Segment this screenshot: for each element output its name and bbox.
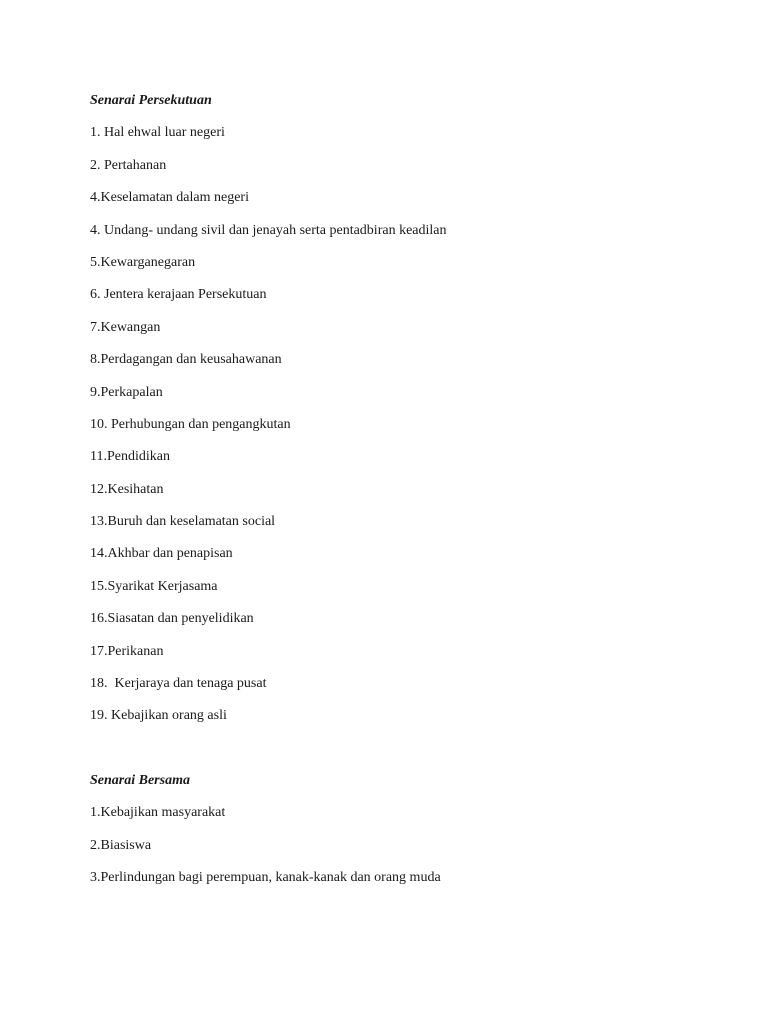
list-item: 19. Kebajikan orang asli <box>90 708 227 724</box>
section-heading: Senarai Persekutuan <box>90 93 212 108</box>
list-item: 15.Syarikat Kerjasama <box>90 578 218 594</box>
section-senarai-persekutuan <box>90 90 730 738</box>
list-item: 10. Perhubungan dan pengangkutan <box>90 416 291 432</box>
concurrent-list <box>90 802 730 889</box>
list-item: 4.Keselamatan dalam negeri <box>90 190 249 206</box>
list-item: 14.Akhbar dan penapisan <box>90 546 233 562</box>
list-item: 11.Pendidikan <box>90 449 170 465</box>
list-item: 18. Kerjaraya dan tenaga pusat <box>90 676 267 692</box>
list-item: 6. Jentera kerajaan Persekutuan <box>90 287 267 303</box>
list-item: 16.Siasatan dan penyelidikan <box>90 611 254 627</box>
list-item: 2.Biasiswa <box>90 837 152 853</box>
list-item: 13.Buruh dan keselamatan social <box>90 514 276 530</box>
list-item: 12.Kesihatan <box>90 481 164 497</box>
list-item: 1.Kebajikan masyarakat <box>90 805 226 821</box>
list-item: 4. Undang- undang sivil dan jenayah serta pentadbiran keadilan <box>90 222 447 238</box>
list-item: 8.Perdagangan dan keusahawanan <box>90 352 282 368</box>
list-item: 17.Perikanan <box>90 643 164 659</box>
list-item: 3.Perlindungan bagi perempuan, kanak-kanak dan orang muda <box>90 870 441 886</box>
list-item: 2. Pertahanan <box>90 157 167 173</box>
list-item: 9.Perkapalan <box>90 384 163 400</box>
federal-list <box>90 122 730 727</box>
list-item: 1. Hal ehwal luar negeri <box>90 125 225 141</box>
section-heading: Senarai Bersama <box>90 773 190 788</box>
list-item: 7.Kewangan <box>90 319 161 335</box>
section-senarai-bersama <box>90 770 730 900</box>
list-item: 5.Kewarganegaran <box>90 254 196 270</box>
